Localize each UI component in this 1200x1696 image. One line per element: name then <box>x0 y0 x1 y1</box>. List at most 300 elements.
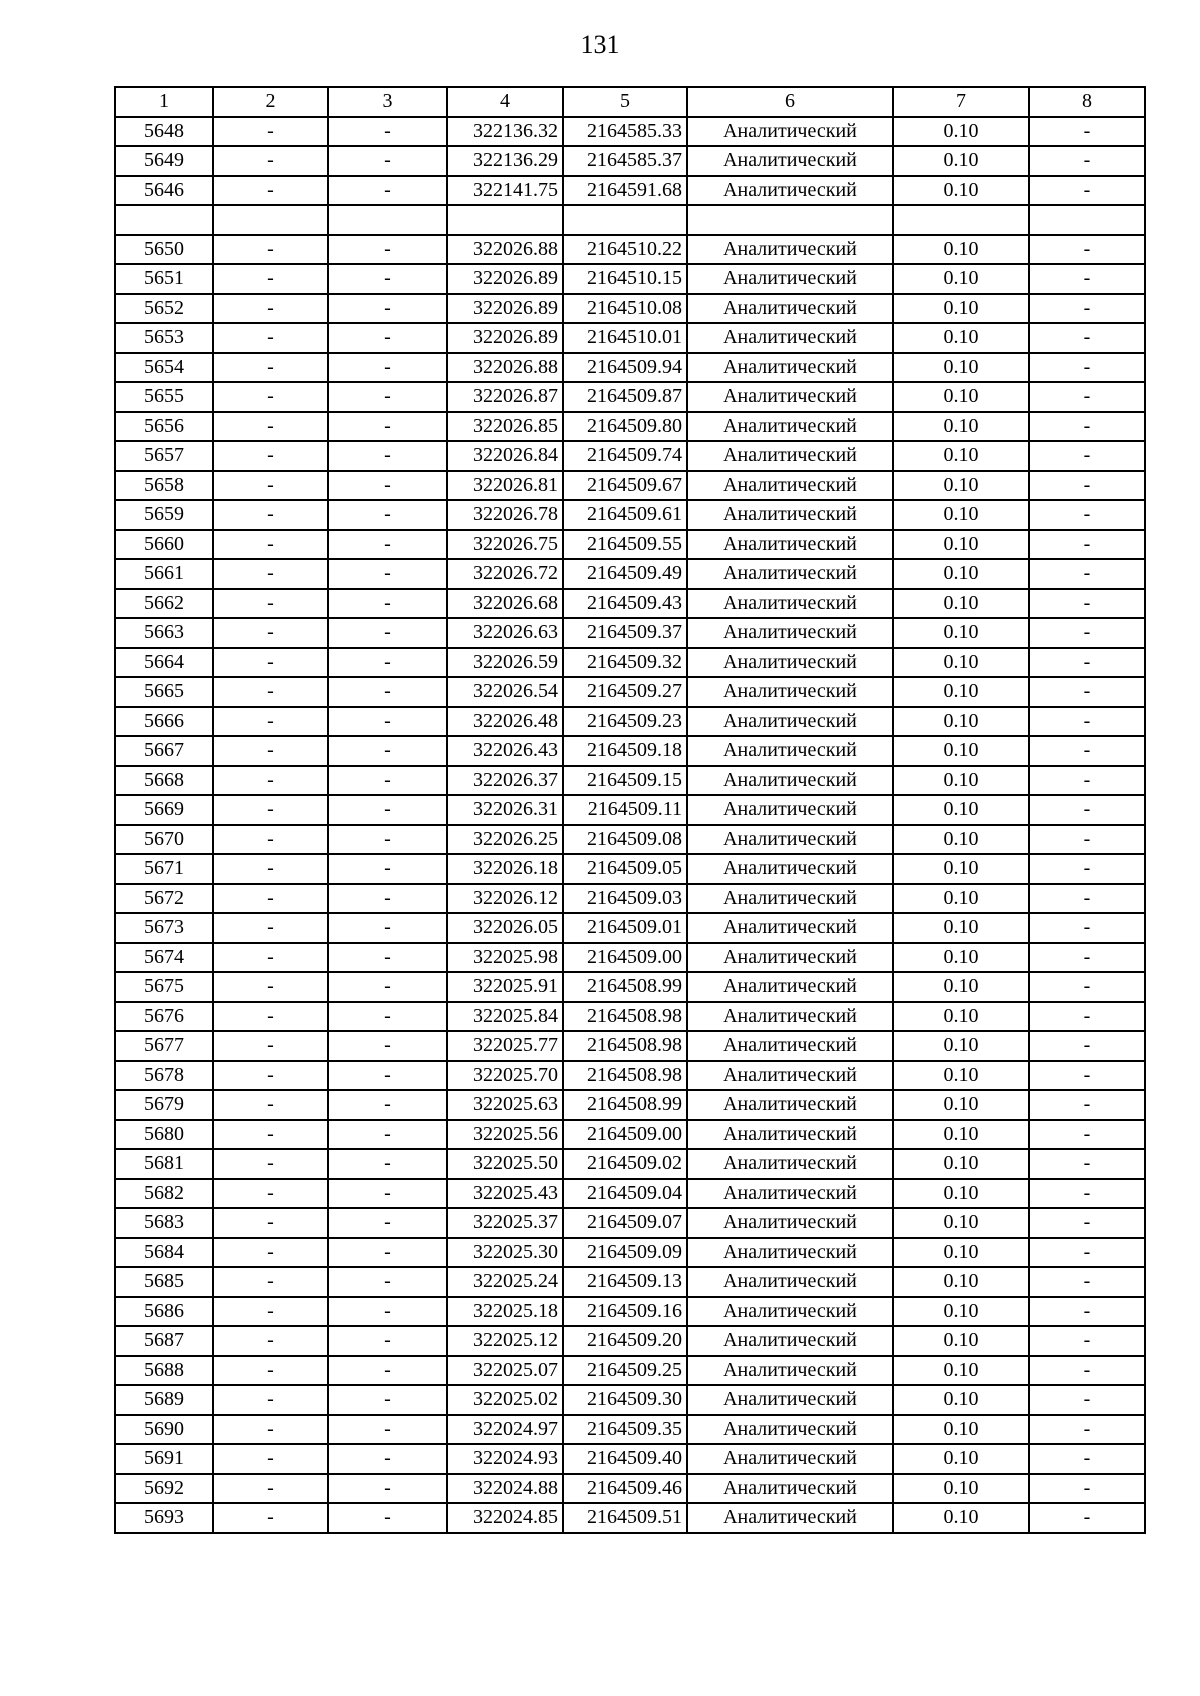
table-cell: 322025.84 <box>447 1002 563 1032</box>
table-cell: - <box>213 1356 328 1386</box>
table-row <box>115 1297 1145 1327</box>
table-cell: Аналитический <box>687 707 893 737</box>
table-cell: 0.10 <box>893 294 1029 324</box>
table-cell: Аналитический <box>687 294 893 324</box>
table-cell: Аналитический <box>687 382 893 412</box>
table-cell: - <box>1029 1149 1145 1179</box>
table-cell: - <box>1029 1002 1145 1032</box>
table-cell: 322025.37 <box>447 1208 563 1238</box>
table-cell: 5680 <box>115 1120 213 1150</box>
table-cell: 2164509.02 <box>563 1149 687 1179</box>
table-cell: - <box>328 854 447 884</box>
table-cell: - <box>328 441 447 471</box>
table-cell: - <box>328 146 447 176</box>
table-cell: - <box>213 766 328 796</box>
table-cell: 322026.63 <box>447 618 563 648</box>
table-cell: - <box>328 766 447 796</box>
table-cell: - <box>328 1444 447 1474</box>
table-cell: - <box>1029 1503 1145 1533</box>
table-cell: 5682 <box>115 1179 213 1209</box>
table-cell: - <box>328 1090 447 1120</box>
table-cell: 2164508.98 <box>563 1061 687 1091</box>
table-cell: - <box>213 1326 328 1356</box>
table-cell: - <box>328 294 447 324</box>
table-cell: 5693 <box>115 1503 213 1533</box>
table-cell: - <box>328 648 447 678</box>
table-cell: Аналитический <box>687 1356 893 1386</box>
table-cell: Аналитический <box>687 1238 893 1268</box>
table-row <box>115 707 1145 737</box>
table-row <box>115 1474 1145 1504</box>
table-cell: 2164509.00 <box>563 1120 687 1150</box>
table-cell: 322026.81 <box>447 471 563 501</box>
table-cell: 322026.54 <box>447 677 563 707</box>
table-cell: 0.10 <box>893 1474 1029 1504</box>
table-row <box>115 943 1145 973</box>
table-cell: 0.10 <box>893 913 1029 943</box>
table-cell: - <box>328 1326 447 1356</box>
table-cell: 0.10 <box>893 1238 1029 1268</box>
table-row <box>115 235 1145 265</box>
table-cell: 2164509.25 <box>563 1356 687 1386</box>
table-cell: 322024.97 <box>447 1415 563 1445</box>
table-row <box>115 825 1145 855</box>
table-cell: Аналитический <box>687 353 893 383</box>
table-cell: - <box>1029 795 1145 825</box>
table-cell: - <box>328 1297 447 1327</box>
table-cell: 0.10 <box>893 1031 1029 1061</box>
table-cell: - <box>213 677 328 707</box>
table-cell: 2164509.37 <box>563 618 687 648</box>
table-cell: 0.10 <box>893 176 1029 206</box>
table-row <box>115 1120 1145 1150</box>
table-cell: 322026.89 <box>447 323 563 353</box>
table-cell: 5661 <box>115 559 213 589</box>
table-cell: 2164509.23 <box>563 707 687 737</box>
table-cell: 5662 <box>115 589 213 619</box>
table-cell: - <box>213 1267 328 1297</box>
table-cell: - <box>328 235 447 265</box>
table-cell: 322025.30 <box>447 1238 563 1268</box>
table-cell: 322026.37 <box>447 766 563 796</box>
table-cell: 5646 <box>115 176 213 206</box>
table-cell: Аналитический <box>687 323 893 353</box>
table-cell: 2164509.00 <box>563 943 687 973</box>
table-cell: 5683 <box>115 1208 213 1238</box>
table-cell: - <box>1029 825 1145 855</box>
table-cell: - <box>328 1208 447 1238</box>
table-row <box>115 117 1145 147</box>
table-cell: 322136.32 <box>447 117 563 147</box>
table-cell: - <box>1029 471 1145 501</box>
table-cell: - <box>1029 648 1145 678</box>
column-header: 4 <box>447 87 563 117</box>
table-cell: 322026.84 <box>447 441 563 471</box>
table-cell: 0.10 <box>893 264 1029 294</box>
table-cell: 0.10 <box>893 707 1029 737</box>
table-cell: 5678 <box>115 1061 213 1091</box>
table-cell: 5676 <box>115 1002 213 1032</box>
table-cell: 5691 <box>115 1444 213 1474</box>
table-cell: - <box>328 500 447 530</box>
table-cell: 322026.12 <box>447 884 563 914</box>
table-cell: Аналитический <box>687 146 893 176</box>
table-cell: - <box>213 382 328 412</box>
table-cell: - <box>328 1474 447 1504</box>
table-cell: 2164509.08 <box>563 825 687 855</box>
table-row <box>115 589 1145 619</box>
table-cell <box>893 205 1029 235</box>
table-row <box>115 500 1145 530</box>
table-cell: 322025.12 <box>447 1326 563 1356</box>
table-cell: - <box>1029 323 1145 353</box>
table-cell: - <box>328 323 447 353</box>
table-cell: 2164510.08 <box>563 294 687 324</box>
table-cell: Аналитический <box>687 618 893 648</box>
table-cell: 0.10 <box>893 736 1029 766</box>
table-cell: - <box>213 1149 328 1179</box>
table-cell: Аналитический <box>687 825 893 855</box>
table-cell: Аналитический <box>687 559 893 589</box>
table-cell: 0.10 <box>893 559 1029 589</box>
table-cell: 2164509.55 <box>563 530 687 560</box>
table-row <box>115 412 1145 442</box>
table-row <box>115 1002 1145 1032</box>
table-row <box>115 618 1145 648</box>
table-cell: 322025.77 <box>447 1031 563 1061</box>
table-cell: - <box>1029 913 1145 943</box>
table-cell: 2164508.98 <box>563 1031 687 1061</box>
table-cell: 2164509.11 <box>563 795 687 825</box>
table-cell: 5656 <box>115 412 213 442</box>
table-cell: 0.10 <box>893 1297 1029 1327</box>
table-cell: 2164585.37 <box>563 146 687 176</box>
table-cell: 5666 <box>115 707 213 737</box>
column-header: 8 <box>1029 87 1145 117</box>
table-cell: 322025.56 <box>447 1120 563 1150</box>
table-cell: 322025.43 <box>447 1179 563 1209</box>
table-row <box>115 323 1145 353</box>
table-cell: 2164509.09 <box>563 1238 687 1268</box>
table-cell: Аналитический <box>687 1090 893 1120</box>
table-cell: 322026.48 <box>447 707 563 737</box>
table-cell: 5686 <box>115 1297 213 1327</box>
table-row <box>115 1356 1145 1386</box>
table-cell: - <box>1029 589 1145 619</box>
table-row <box>115 1061 1145 1091</box>
table-cell <box>447 205 563 235</box>
table-cell: - <box>328 117 447 147</box>
table-cell: - <box>328 412 447 442</box>
table-cell: - <box>1029 1444 1145 1474</box>
table-cell <box>328 205 447 235</box>
table-cell: 0.10 <box>893 1503 1029 1533</box>
table-cell: 322025.91 <box>447 972 563 1002</box>
table-cell: - <box>213 1385 328 1415</box>
table-cell: - <box>213 1179 328 1209</box>
table-row <box>115 530 1145 560</box>
table-cell: - <box>1029 1267 1145 1297</box>
table-cell: - <box>328 176 447 206</box>
table-cell: 5657 <box>115 441 213 471</box>
table-row <box>115 1208 1145 1238</box>
table-cell: 322025.98 <box>447 943 563 973</box>
table-cell: - <box>1029 707 1145 737</box>
table-cell: Аналитический <box>687 766 893 796</box>
table-cell: 322026.89 <box>447 264 563 294</box>
table-cell: 0.10 <box>893 146 1029 176</box>
table-cell: 322026.78 <box>447 500 563 530</box>
table-cell: - <box>213 589 328 619</box>
table-cell: Аналитический <box>687 264 893 294</box>
table-cell: - <box>1029 382 1145 412</box>
table-cell: 0.10 <box>893 1179 1029 1209</box>
table-cell: - <box>1029 294 1145 324</box>
table-cell: 0.10 <box>893 1120 1029 1150</box>
table-row <box>115 1385 1145 1415</box>
table-row <box>115 1326 1145 1356</box>
table-cell: Аналитический <box>687 1149 893 1179</box>
table-cell: 322026.89 <box>447 294 563 324</box>
table-cell: 2164585.33 <box>563 117 687 147</box>
table-cell: - <box>1029 441 1145 471</box>
table-row <box>115 205 1145 235</box>
table-cell: 322026.85 <box>447 412 563 442</box>
table-cell: Аналитический <box>687 1503 893 1533</box>
table-cell: 322024.85 <box>447 1503 563 1533</box>
table-cell: - <box>213 176 328 206</box>
table-cell: Аналитический <box>687 1208 893 1238</box>
table-cell: - <box>213 235 328 265</box>
table-cell: 5654 <box>115 353 213 383</box>
table-cell: 2164508.98 <box>563 1002 687 1032</box>
table-cell: - <box>328 559 447 589</box>
table-cell: 0.10 <box>893 677 1029 707</box>
table-cell: 0.10 <box>893 795 1029 825</box>
table-cell: Аналитический <box>687 795 893 825</box>
table-row <box>115 736 1145 766</box>
table-cell: 322136.29 <box>447 146 563 176</box>
table-cell: 2164509.74 <box>563 441 687 471</box>
table-row <box>115 913 1145 943</box>
table-row <box>115 146 1145 176</box>
table-cell: - <box>213 1503 328 1533</box>
table-cell: 0.10 <box>893 943 1029 973</box>
table-cell: Аналитический <box>687 913 893 943</box>
table-cell: 0.10 <box>893 1149 1029 1179</box>
table-cell: 2164510.15 <box>563 264 687 294</box>
table-cell: 5665 <box>115 677 213 707</box>
table-cell: 5650 <box>115 235 213 265</box>
table-cell: 2164510.01 <box>563 323 687 353</box>
table-cell: - <box>328 825 447 855</box>
table-cell: - <box>213 825 328 855</box>
table-cell: 5660 <box>115 530 213 560</box>
table-cell: - <box>328 707 447 737</box>
table-cell: - <box>213 353 328 383</box>
table-cell: 5690 <box>115 1415 213 1445</box>
table-cell: 2164509.05 <box>563 854 687 884</box>
table-cell: Аналитический <box>687 943 893 973</box>
table-cell: - <box>213 117 328 147</box>
table-cell: 0.10 <box>893 235 1029 265</box>
table-cell: 2164509.16 <box>563 1297 687 1327</box>
table-row <box>115 1031 1145 1061</box>
table-cell: - <box>328 795 447 825</box>
table-cell: - <box>1029 530 1145 560</box>
table-cell: - <box>1029 884 1145 914</box>
table-cell: 322141.75 <box>447 176 563 206</box>
table-cell: - <box>328 1503 447 1533</box>
table-cell: - <box>213 795 328 825</box>
table-cell: 322026.88 <box>447 235 563 265</box>
table-cell: 5667 <box>115 736 213 766</box>
table-cell: - <box>213 412 328 442</box>
table-cell: - <box>1029 1120 1145 1150</box>
table-cell: 2164509.20 <box>563 1326 687 1356</box>
table-cell: 5685 <box>115 1267 213 1297</box>
table-cell: - <box>1029 264 1145 294</box>
table-cell: - <box>328 884 447 914</box>
table-cell: Аналитический <box>687 530 893 560</box>
table-row <box>115 1179 1145 1209</box>
table-cell: 5671 <box>115 854 213 884</box>
table-cell: 0.10 <box>893 117 1029 147</box>
table-cell: 322025.24 <box>447 1267 563 1297</box>
table-cell: Аналитический <box>687 1179 893 1209</box>
table-cell: 0.10 <box>893 1090 1029 1120</box>
table-row <box>115 1444 1145 1474</box>
table-cell: - <box>1029 972 1145 1002</box>
table-cell: 5688 <box>115 1356 213 1386</box>
table-cell: - <box>328 1149 447 1179</box>
table-cell: 2164509.43 <box>563 589 687 619</box>
table-cell: Аналитический <box>687 1031 893 1061</box>
column-header: 7 <box>893 87 1029 117</box>
table-cell: Аналитический <box>687 1297 893 1327</box>
table-cell: Аналитический <box>687 235 893 265</box>
table-cell: Аналитический <box>687 648 893 678</box>
table-cell: 2164509.07 <box>563 1208 687 1238</box>
table-row <box>115 884 1145 914</box>
table-cell: Аналитический <box>687 736 893 766</box>
table-cell: - <box>1029 1208 1145 1238</box>
table-cell: 5658 <box>115 471 213 501</box>
table-cell: - <box>328 1415 447 1445</box>
table-cell: 0.10 <box>893 530 1029 560</box>
table-cell: - <box>1029 1415 1145 1445</box>
column-header: 3 <box>328 87 447 117</box>
table-row <box>115 766 1145 796</box>
table-cell: 5684 <box>115 1238 213 1268</box>
table-cell: 5681 <box>115 1149 213 1179</box>
table-cell: - <box>213 1090 328 1120</box>
table-cell: - <box>213 1474 328 1504</box>
table-cell: Аналитический <box>687 589 893 619</box>
table-cell: 2164509.30 <box>563 1385 687 1415</box>
table-cell: - <box>1029 854 1145 884</box>
table-cell: 2164509.03 <box>563 884 687 914</box>
table-cell: Аналитический <box>687 677 893 707</box>
table-cell: 5677 <box>115 1031 213 1061</box>
table-cell: - <box>1029 1474 1145 1504</box>
table-cell: 322025.63 <box>447 1090 563 1120</box>
table-cell: 0.10 <box>893 766 1029 796</box>
table-cell: - <box>328 677 447 707</box>
table-cell: Аналитический <box>687 117 893 147</box>
table-cell: 0.10 <box>893 1444 1029 1474</box>
table-cell: 322026.75 <box>447 530 563 560</box>
table-cell: - <box>213 500 328 530</box>
table-cell: 322026.68 <box>447 589 563 619</box>
column-header: 6 <box>687 87 893 117</box>
table-cell: 5663 <box>115 618 213 648</box>
table-cell: - <box>213 1002 328 1032</box>
column-header: 2 <box>213 87 328 117</box>
table-cell: - <box>1029 412 1145 442</box>
table-cell: - <box>328 1061 447 1091</box>
table-cell: - <box>213 1061 328 1091</box>
table-cell: 0.10 <box>893 972 1029 1002</box>
table-cell: 0.10 <box>893 382 1029 412</box>
table-row <box>115 471 1145 501</box>
table-cell: - <box>213 884 328 914</box>
table-cell: 5664 <box>115 648 213 678</box>
table-cell: - <box>1029 1326 1145 1356</box>
table-cell: - <box>1029 1090 1145 1120</box>
table-cell: - <box>213 618 328 648</box>
table-cell: 5689 <box>115 1385 213 1415</box>
table-cell: - <box>328 1238 447 1268</box>
table-row <box>115 677 1145 707</box>
table-cell: 322026.59 <box>447 648 563 678</box>
table-cell: 322025.70 <box>447 1061 563 1091</box>
table-cell: - <box>213 1031 328 1061</box>
table-cell: 0.10 <box>893 884 1029 914</box>
table-row <box>115 1503 1145 1533</box>
table-cell: 322026.87 <box>447 382 563 412</box>
column-header: 5 <box>563 87 687 117</box>
table-cell: 322026.25 <box>447 825 563 855</box>
table-cell: - <box>328 471 447 501</box>
table-cell: Аналитический <box>687 1474 893 1504</box>
table-cell: - <box>328 1002 447 1032</box>
table-cell: 2164508.99 <box>563 972 687 1002</box>
table-cell: - <box>1029 618 1145 648</box>
table-cell: - <box>213 972 328 1002</box>
table-cell: - <box>213 559 328 589</box>
table-cell: - <box>213 441 328 471</box>
table-cell: 322026.88 <box>447 353 563 383</box>
table-cell: 322025.18 <box>447 1297 563 1327</box>
table-cell: - <box>328 353 447 383</box>
table-cell: - <box>1029 1297 1145 1327</box>
table-cell: - <box>1029 500 1145 530</box>
table-cell: 5655 <box>115 382 213 412</box>
table-cell: - <box>328 1356 447 1386</box>
table-cell: Аналитический <box>687 1120 893 1150</box>
table-cell: 5687 <box>115 1326 213 1356</box>
table-cell: 322026.43 <box>447 736 563 766</box>
table-cell: 0.10 <box>893 412 1029 442</box>
table-cell: - <box>1029 559 1145 589</box>
table-cell: 0.10 <box>893 1326 1029 1356</box>
table-cell: 2164509.49 <box>563 559 687 589</box>
table-cell: - <box>213 264 328 294</box>
table-cell: Аналитический <box>687 1385 893 1415</box>
table-cell: - <box>213 707 328 737</box>
table-cell: 0.10 <box>893 648 1029 678</box>
